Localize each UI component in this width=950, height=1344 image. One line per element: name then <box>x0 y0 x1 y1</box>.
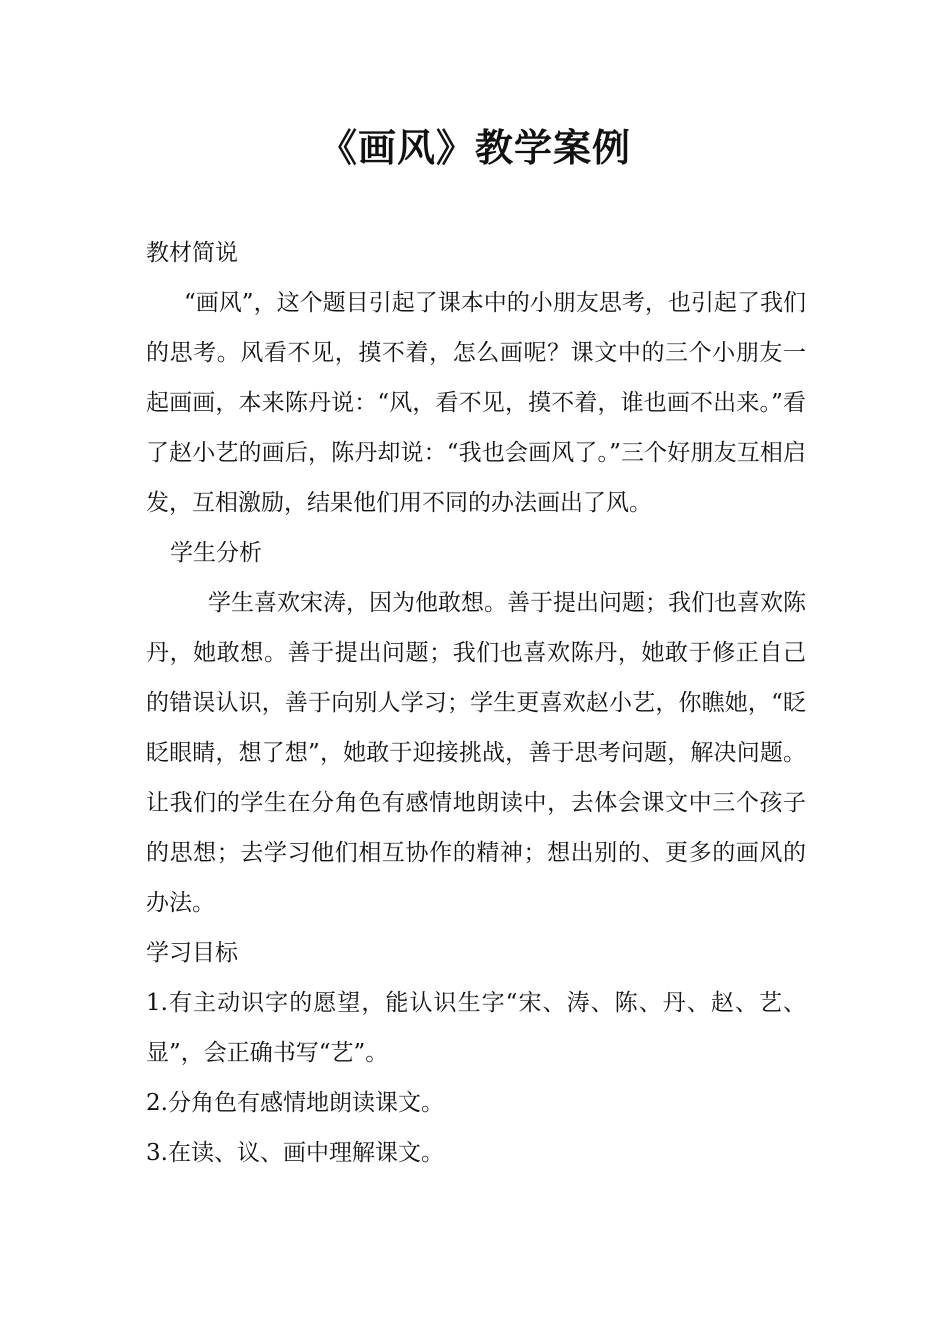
section-heading-textbook: 教材简说 <box>146 240 238 266</box>
goal-item-1: 1.有主动识字的愿望，能认识生字“宋、涛、陈、丹、赵、艺、显”，会正确书写“艺”。 <box>146 990 806 1066</box>
goal-item-3: 3.在读、议、画中理解课文。 <box>146 1140 444 1166</box>
goal-item-2: 2.分角色有感情地朗读课文。 <box>146 1090 444 1116</box>
paragraph-textbook-intro: “画风”，这个题目引起了课本中的小朋友思考，也引起了我们的思考。风看不见，摸不着，怎么画呢？课文中的三个小朋友一起画画，本来陈丹说：“风，看不见，摸不着，谁也画不出来。”看了赵小艺的画后，陈丹却说：“我也会画风了。”三个好朋友互相启发，互相激励，结果他们用不同的办法画出了风。 <box>146 290 806 516</box>
document-title: 《画风》教学案例 <box>318 125 631 170</box>
document-body <box>146 228 806 1178</box>
section-heading-learning-goals: 学习目标 <box>146 940 238 966</box>
paragraph-student-analysis: 学生喜欢宋涛，因为他敢想。善于提出问题；我们也喜欢陈丹，她敢想。善于提出问题；我们也喜欢陈丹，她敢于修正自己的错误认识，善于向别人学习；学生更喜欢赵小艺，你瞧她，“眨眨眼睛，想了想”，她敢于迎接挑战，善于思考问题，解决问题。让我们的学生在分角色有感情地朗读中，去体会课文中三个孩子的思想；去学习他们相互协作的精神；想出别的、更多的画风的办法。 <box>146 590 806 916</box>
section-heading-student-analysis: 学生分析 <box>170 540 262 566</box>
